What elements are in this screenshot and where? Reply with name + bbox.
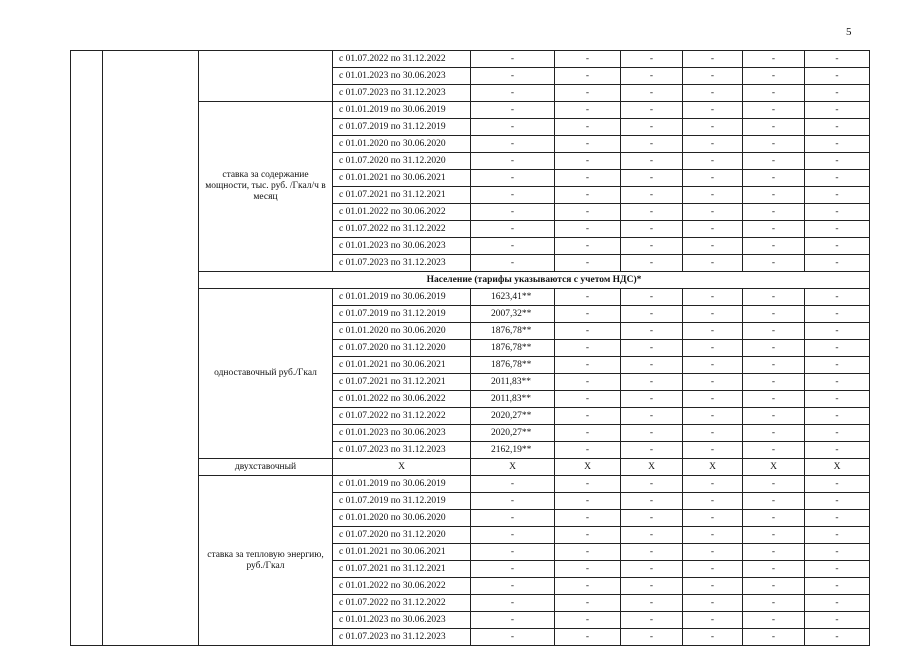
value-cell: - <box>805 204 870 221</box>
value-cell: - <box>555 204 621 221</box>
value-cell: - <box>805 578 870 595</box>
value-cell: - <box>555 102 621 119</box>
category-cell <box>199 51 333 102</box>
value-cell: - <box>555 612 621 629</box>
value-cell: - <box>555 187 621 204</box>
value-cell: Х <box>805 459 870 476</box>
value-cell: - <box>555 119 621 136</box>
value-cell: - <box>743 629 805 646</box>
value-cell: - <box>805 119 870 136</box>
value-cell: - <box>555 323 621 340</box>
value-cell: - <box>805 221 870 238</box>
value-cell: - <box>621 595 683 612</box>
value-cell: - <box>743 442 805 459</box>
value-cell: - <box>555 51 621 68</box>
value-cell: - <box>743 408 805 425</box>
value-cell: 2162,19** <box>471 442 555 459</box>
value-cell: - <box>805 255 870 272</box>
value-cell: - <box>555 340 621 357</box>
period-cell: с 01.01.2022 по 30.06.2022 <box>333 578 471 595</box>
tariff-table <box>70 50 870 646</box>
value-cell: - <box>555 289 621 306</box>
value-cell: - <box>555 425 621 442</box>
row-number-cell <box>71 51 103 646</box>
value-cell: - <box>555 544 621 561</box>
value-cell: - <box>743 391 805 408</box>
value-cell: - <box>743 527 805 544</box>
value-cell: - <box>555 578 621 595</box>
value-cell: - <box>805 340 870 357</box>
value-cell: - <box>621 391 683 408</box>
period-cell: с 01.07.2023 по 31.12.2023 <box>333 629 471 646</box>
value-cell: - <box>683 221 743 238</box>
period-cell: с 01.01.2020 по 30.06.2020 <box>333 510 471 527</box>
value-cell: - <box>743 51 805 68</box>
value-cell: - <box>743 204 805 221</box>
value-cell: - <box>743 170 805 187</box>
period-cell: с 01.01.2022 по 30.06.2022 <box>333 391 471 408</box>
period-cell: с 01.01.2019 по 30.06.2019 <box>333 289 471 306</box>
value-cell: - <box>805 374 870 391</box>
period-cell: с 01.07.2023 по 31.12.2023 <box>333 442 471 459</box>
value-cell: - <box>683 544 743 561</box>
value-cell: - <box>621 238 683 255</box>
value-cell: - <box>471 544 555 561</box>
category-cell: двухставочный <box>199 459 333 476</box>
period-cell: с 01.01.2023 по 30.06.2023 <box>333 68 471 85</box>
value-cell: - <box>743 595 805 612</box>
value-cell: - <box>805 476 870 493</box>
value-cell: - <box>471 612 555 629</box>
organization-cell <box>103 51 199 646</box>
value-cell: - <box>683 595 743 612</box>
value-cell: - <box>471 493 555 510</box>
value-cell: - <box>683 357 743 374</box>
value-cell: - <box>743 578 805 595</box>
period-cell: с 01.07.2020 по 31.12.2020 <box>333 527 471 544</box>
value-cell: - <box>743 255 805 272</box>
value-cell: - <box>805 595 870 612</box>
value-cell: - <box>555 357 621 374</box>
value-cell: - <box>555 374 621 391</box>
value-cell: - <box>743 476 805 493</box>
value-cell: - <box>471 255 555 272</box>
value-cell: - <box>743 306 805 323</box>
value-cell: 2011,83** <box>471 391 555 408</box>
period-cell: с 01.07.2023 по 31.12.2023 <box>333 255 471 272</box>
value-cell: - <box>805 323 870 340</box>
value-cell: - <box>621 578 683 595</box>
category-cell: ставка за содержание мощности, тыс. руб. /Гкал/ч в месяц <box>199 102 333 272</box>
table-row <box>71 51 870 68</box>
value-cell: - <box>621 442 683 459</box>
value-cell: - <box>555 510 621 527</box>
page-number: 5 <box>846 26 852 38</box>
value-cell: Х <box>555 459 621 476</box>
value-cell: - <box>805 425 870 442</box>
value-cell: - <box>471 85 555 102</box>
value-cell: - <box>555 391 621 408</box>
period-cell: с 01.01.2020 по 30.06.2020 <box>333 136 471 153</box>
value-cell: 2020,27** <box>471 425 555 442</box>
value-cell: - <box>555 493 621 510</box>
value-cell: - <box>621 561 683 578</box>
value-cell: - <box>743 153 805 170</box>
value-cell: - <box>805 51 870 68</box>
period-cell: с 01.01.2019 по 30.06.2019 <box>333 476 471 493</box>
value-cell: Х <box>683 459 743 476</box>
value-cell: - <box>621 612 683 629</box>
value-cell: - <box>555 136 621 153</box>
value-cell: Х <box>621 459 683 476</box>
value-cell: - <box>471 629 555 646</box>
value-cell: - <box>743 102 805 119</box>
value-cell: - <box>471 187 555 204</box>
value-cell: - <box>555 170 621 187</box>
value-cell: - <box>743 357 805 374</box>
value-cell: - <box>743 544 805 561</box>
period-cell: с 01.07.2022 по 31.12.2022 <box>333 595 471 612</box>
value-cell: - <box>805 187 870 204</box>
category-cell: ставка за тепловую энергию, руб./Гкал <box>199 476 333 646</box>
value-cell: 2020,27** <box>471 408 555 425</box>
value-cell: - <box>683 204 743 221</box>
value-cell: - <box>683 629 743 646</box>
category-cell: одноставочный руб./Гкал <box>199 289 333 459</box>
value-cell: - <box>805 102 870 119</box>
value-cell: - <box>471 476 555 493</box>
period-cell: с 01.01.2023 по 30.06.2023 <box>333 612 471 629</box>
value-cell: 2007,32** <box>471 306 555 323</box>
value-cell: - <box>683 85 743 102</box>
value-cell: - <box>471 578 555 595</box>
value-cell: - <box>471 510 555 527</box>
period-cell: с 01.07.2023 по 31.12.2023 <box>333 85 471 102</box>
value-cell: - <box>683 578 743 595</box>
value-cell: - <box>621 323 683 340</box>
value-cell: - <box>805 136 870 153</box>
period-cell: с 01.07.2021 по 31.12.2021 <box>333 187 471 204</box>
value-cell: 1876,78** <box>471 340 555 357</box>
value-cell: - <box>683 187 743 204</box>
value-cell: - <box>805 85 870 102</box>
value-cell: - <box>805 561 870 578</box>
value-cell: - <box>471 136 555 153</box>
value-cell: - <box>683 136 743 153</box>
value-cell: - <box>555 561 621 578</box>
value-cell: - <box>683 51 743 68</box>
value-cell: - <box>683 442 743 459</box>
value-cell: - <box>621 221 683 238</box>
value-cell: - <box>621 357 683 374</box>
value-cell: - <box>555 255 621 272</box>
value-cell: - <box>471 595 555 612</box>
value-cell: - <box>805 510 870 527</box>
period-cell: с 01.01.2020 по 30.06.2020 <box>333 323 471 340</box>
value-cell: - <box>683 170 743 187</box>
value-cell: - <box>805 170 870 187</box>
value-cell: - <box>555 238 621 255</box>
value-cell: - <box>471 68 555 85</box>
value-cell: - <box>683 238 743 255</box>
value-cell: - <box>805 408 870 425</box>
value-cell: - <box>683 510 743 527</box>
value-cell: - <box>555 306 621 323</box>
value-cell: - <box>683 119 743 136</box>
value-cell: - <box>471 561 555 578</box>
value-cell: - <box>743 425 805 442</box>
value-cell: - <box>743 561 805 578</box>
value-cell: - <box>621 527 683 544</box>
value-cell: - <box>743 68 805 85</box>
value-cell: - <box>621 374 683 391</box>
value-cell: - <box>621 153 683 170</box>
value-cell: - <box>621 136 683 153</box>
section-header: Население (тарифы указываются с учетом НДС)* <box>199 272 870 289</box>
period-cell: с 01.07.2020 по 31.12.2020 <box>333 340 471 357</box>
value-cell: - <box>621 544 683 561</box>
value-cell: - <box>683 255 743 272</box>
value-cell: - <box>683 476 743 493</box>
value-cell: 2011,83** <box>471 374 555 391</box>
value-cell: - <box>805 68 870 85</box>
value-cell: - <box>621 493 683 510</box>
value-cell: 1623,41** <box>471 289 555 306</box>
value-cell: - <box>683 408 743 425</box>
value-cell: - <box>805 493 870 510</box>
value-cell: - <box>621 187 683 204</box>
period-cell: с 01.07.2021 по 31.12.2021 <box>333 561 471 578</box>
value-cell: - <box>805 629 870 646</box>
value-cell: - <box>621 102 683 119</box>
value-cell: - <box>471 153 555 170</box>
value-cell: - <box>555 527 621 544</box>
value-cell: - <box>621 408 683 425</box>
value-cell: Х <box>471 459 555 476</box>
period-cell: с 01.01.2021 по 30.06.2021 <box>333 544 471 561</box>
value-cell: - <box>555 68 621 85</box>
value-cell: 1876,78** <box>471 357 555 374</box>
period-cell: с 01.01.2019 по 30.06.2019 <box>333 102 471 119</box>
value-cell: - <box>805 153 870 170</box>
value-cell: Х <box>743 459 805 476</box>
value-cell: - <box>683 68 743 85</box>
value-cell: - <box>805 289 870 306</box>
period-cell: с 01.07.2022 по 31.12.2022 <box>333 408 471 425</box>
value-cell: - <box>683 306 743 323</box>
value-cell: - <box>471 527 555 544</box>
value-cell: - <box>621 510 683 527</box>
value-cell: - <box>621 340 683 357</box>
value-cell: - <box>805 527 870 544</box>
value-cell: - <box>743 340 805 357</box>
value-cell: - <box>471 221 555 238</box>
value-cell: - <box>743 187 805 204</box>
value-cell: - <box>743 493 805 510</box>
value-cell: - <box>555 629 621 646</box>
value-cell: - <box>743 136 805 153</box>
value-cell: - <box>555 221 621 238</box>
value-cell: - <box>621 306 683 323</box>
value-cell: - <box>743 612 805 629</box>
value-cell: - <box>621 51 683 68</box>
value-cell: - <box>805 612 870 629</box>
period-cell: с 01.07.2022 по 31.12.2022 <box>333 221 471 238</box>
value-cell: - <box>471 102 555 119</box>
value-cell: - <box>683 493 743 510</box>
value-cell: - <box>805 391 870 408</box>
value-cell: - <box>743 85 805 102</box>
value-cell: - <box>683 425 743 442</box>
period-cell: с 01.07.2022 по 31.12.2022 <box>333 51 471 68</box>
value-cell: - <box>743 238 805 255</box>
value-cell: - <box>805 238 870 255</box>
value-cell: - <box>471 238 555 255</box>
value-cell: - <box>621 255 683 272</box>
value-cell: - <box>621 289 683 306</box>
value-cell: - <box>555 442 621 459</box>
value-cell: - <box>471 119 555 136</box>
value-cell: - <box>743 221 805 238</box>
value-cell: 1876,78** <box>471 323 555 340</box>
value-cell: - <box>683 323 743 340</box>
value-cell: - <box>743 510 805 527</box>
period-cell: с 01.01.2023 по 30.06.2023 <box>333 238 471 255</box>
value-cell: - <box>621 425 683 442</box>
value-cell: - <box>743 374 805 391</box>
value-cell: - <box>683 561 743 578</box>
value-cell: - <box>683 612 743 629</box>
value-cell: - <box>555 85 621 102</box>
value-cell: - <box>805 357 870 374</box>
value-cell: - <box>683 340 743 357</box>
value-cell: - <box>621 629 683 646</box>
period-cell: с 01.01.2021 по 30.06.2021 <box>333 170 471 187</box>
period-cell: с 01.01.2023 по 30.06.2023 <box>333 425 471 442</box>
period-cell: с 01.01.2021 по 30.06.2021 <box>333 357 471 374</box>
value-cell: - <box>743 323 805 340</box>
value-cell: - <box>621 85 683 102</box>
value-cell: - <box>555 595 621 612</box>
value-cell: - <box>805 544 870 561</box>
value-cell: - <box>621 204 683 221</box>
value-cell: - <box>555 153 621 170</box>
period-cell: с 01.07.2019 по 31.12.2019 <box>333 119 471 136</box>
period-cell: с 01.07.2019 по 31.12.2019 <box>333 306 471 323</box>
value-cell: - <box>683 374 743 391</box>
value-cell: - <box>621 119 683 136</box>
value-cell: - <box>805 442 870 459</box>
value-cell: - <box>621 68 683 85</box>
period-cell: с 01.07.2021 по 31.12.2021 <box>333 374 471 391</box>
value-cell: - <box>471 170 555 187</box>
value-cell: - <box>621 170 683 187</box>
period-cell: с 01.07.2020 по 31.12.2020 <box>333 153 471 170</box>
value-cell: - <box>683 102 743 119</box>
value-cell: - <box>805 306 870 323</box>
value-cell: - <box>683 527 743 544</box>
period-cell: с 01.01.2022 по 30.06.2022 <box>333 204 471 221</box>
value-cell: - <box>683 391 743 408</box>
value-cell: - <box>621 476 683 493</box>
value-cell: - <box>555 408 621 425</box>
value-cell: - <box>743 119 805 136</box>
value-cell: - <box>471 204 555 221</box>
value-cell: - <box>555 476 621 493</box>
value-cell: - <box>743 289 805 306</box>
value-cell: - <box>471 51 555 68</box>
period-cell: Х <box>333 459 471 476</box>
value-cell: - <box>683 153 743 170</box>
period-cell: с 01.07.2019 по 31.12.2019 <box>333 493 471 510</box>
value-cell: - <box>683 289 743 306</box>
